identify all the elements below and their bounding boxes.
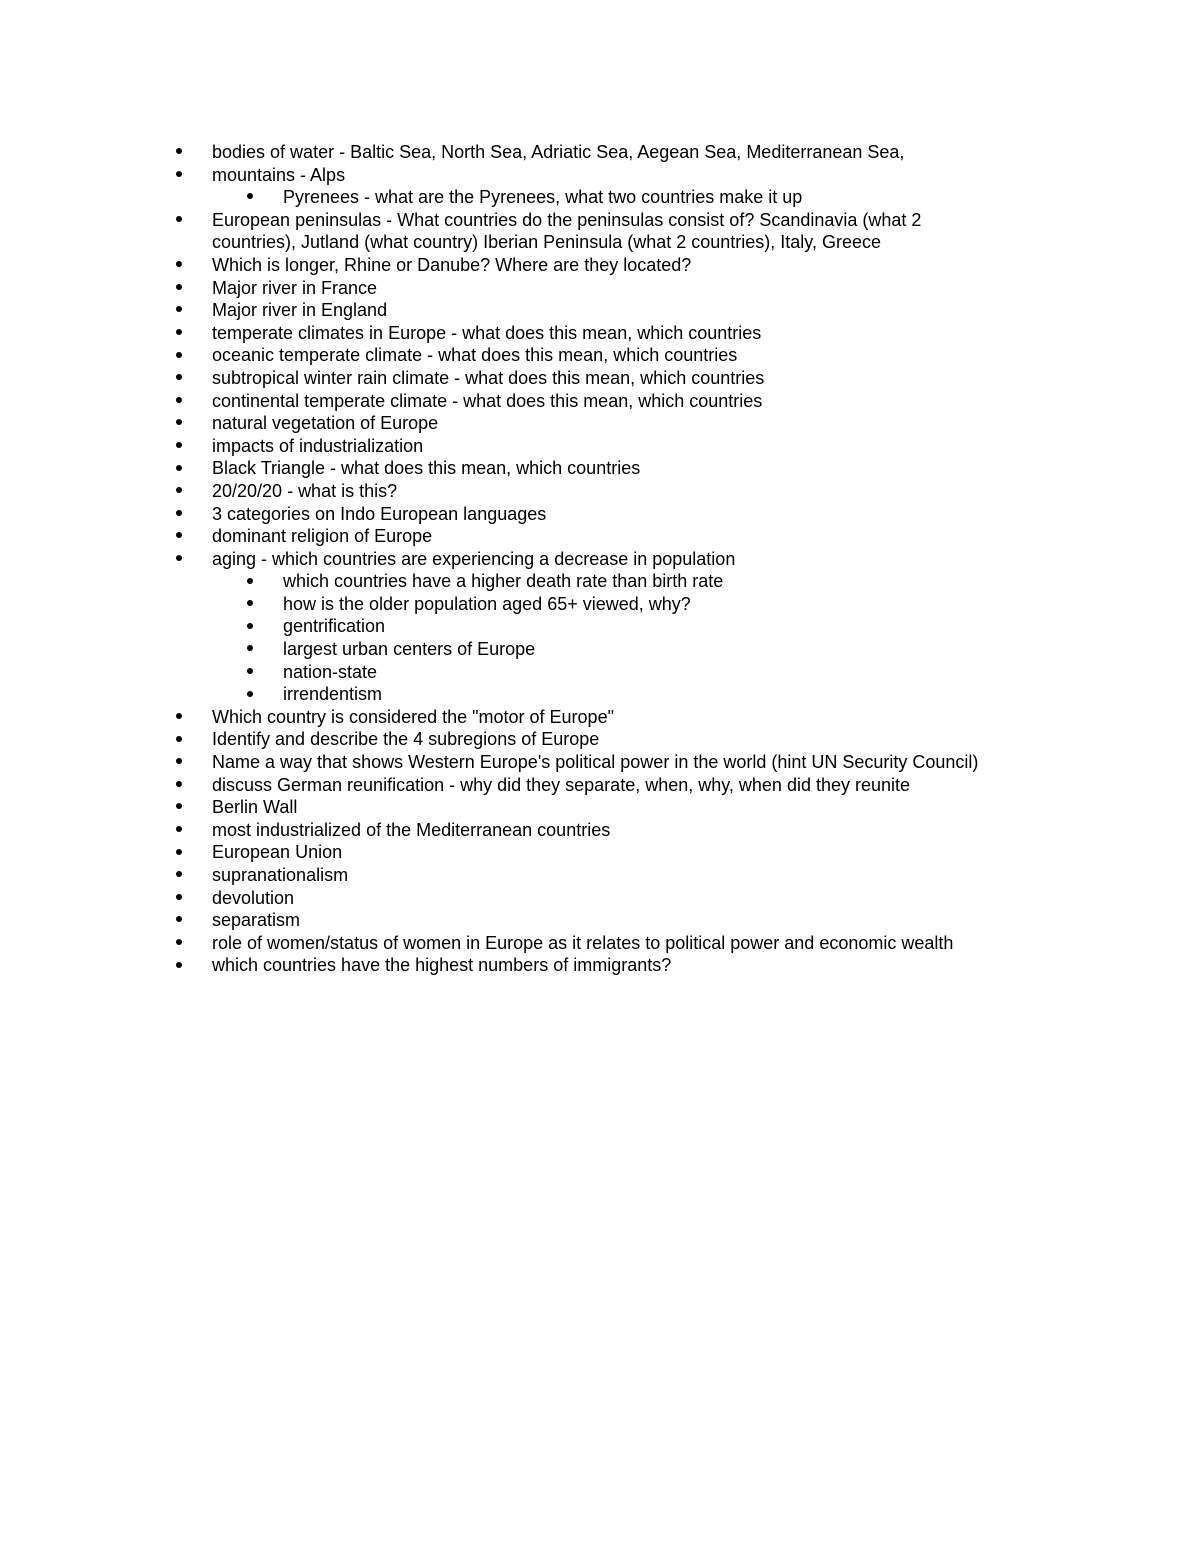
list-item-text: 20/20/20 - what is this?	[212, 480, 398, 501]
bullet-icon	[176, 457, 182, 480]
list-item-text: largest urban centers of Europe	[283, 639, 536, 660]
list-item	[172, 367, 1072, 390]
list-item-nested	[172, 661, 1072, 684]
list-item-text: most industrialized of the Mediterranean countries	[212, 819, 611, 840]
list-item	[172, 412, 1072, 435]
bullet-icon	[247, 638, 253, 661]
bullet-icon	[176, 141, 182, 164]
bullet-icon	[176, 796, 182, 819]
list-item	[172, 457, 1072, 480]
list-item	[172, 322, 1072, 345]
list-item-text: discuss German reunification - why did they separate, when, why, when did they reunite	[212, 774, 911, 795]
bullet-icon	[176, 435, 182, 458]
list-item-nested	[172, 570, 1072, 593]
list-item	[172, 525, 1072, 548]
bullet-icon	[176, 548, 182, 571]
list-item-text: role of women/status of women in Europe as it relates to political power and economic wealth	[212, 932, 954, 953]
bullet-icon	[176, 254, 182, 277]
list-item	[172, 864, 1072, 887]
bullet-icon	[176, 751, 182, 774]
bullet-icon	[176, 774, 182, 797]
bullet-icon	[247, 615, 253, 638]
bullet-icon	[176, 887, 182, 910]
bullet-icon	[176, 367, 182, 390]
bullet-list	[172, 141, 1072, 977]
list-item	[172, 480, 1072, 503]
list-item	[172, 254, 1072, 277]
list-item-text: European Union	[212, 842, 343, 863]
bullet-icon	[176, 412, 182, 435]
bullet-icon	[176, 909, 182, 932]
list-item	[172, 299, 1072, 322]
list-item-text: which countries have a higher death rate than birth rate	[283, 571, 724, 592]
bullet-icon	[176, 728, 182, 751]
list-item-text: separatism	[212, 910, 301, 931]
list-item-text: which countries have the highest numbers of immigrants?	[212, 955, 672, 976]
list-item	[172, 548, 1072, 571]
list-item	[172, 209, 992, 254]
list-item-text: Pyrenees - what are the Pyrenees, what two countries make it up	[283, 187, 803, 208]
list-item	[172, 796, 1072, 819]
list-item	[172, 909, 1072, 932]
list-item	[172, 141, 1072, 164]
list-item-text: Black Triangle - what does this mean, which countries	[212, 458, 641, 479]
list-item-text: temperate climates in Europe - what does this mean, which countries	[212, 322, 762, 343]
list-item-text: Major river in France	[212, 277, 378, 298]
list-item-text: aging - which countries are experiencing a decrease in population	[212, 548, 736, 569]
list-item-text: supranationalism	[212, 865, 349, 885]
list-item-text: Berlin Wall	[212, 797, 298, 818]
list-item	[172, 728, 1072, 751]
bullet-icon	[247, 186, 253, 209]
list-item-text: Major river in England	[212, 300, 388, 321]
list-item	[172, 774, 1072, 797]
list-item-nested	[172, 638, 1072, 661]
list-item	[172, 841, 1072, 864]
list-item-text: bodies of water - Baltic Sea, North Sea, Adriatic Sea, Aegean Sea, Mediterranean Sea,	[212, 142, 905, 162]
bullet-icon	[176, 954, 182, 977]
list-item	[172, 164, 1072, 187]
bullet-icon	[176, 819, 182, 842]
list-item-nested	[172, 593, 1072, 616]
list-item-text: irrendentism	[283, 684, 383, 705]
bullet-icon	[176, 344, 182, 367]
list-item	[172, 887, 1072, 910]
list-item-text: Identify and describe the 4 subregions of Europe	[212, 729, 600, 750]
list-item-text: gentrification	[283, 616, 386, 637]
list-item-nested	[172, 615, 1072, 638]
list-item-text: oceanic temperate climate - what does this mean, which countries	[212, 345, 738, 366]
list-item	[172, 435, 1072, 458]
list-item-text: Which is longer, Rhine or Danube? Where are they located?	[212, 254, 692, 275]
list-item-text: nation-state	[283, 661, 378, 682]
list-item-text: European peninsulas - What countries do the peninsulas consist of? Scandinavia (what 2 countries), Jutland (what country) Iberian Peninsula (what 2 countries), Italy, Greece	[212, 209, 922, 253]
bullet-icon	[176, 932, 182, 955]
list-item-text: continental temperate climate - what does this mean, which countries	[212, 390, 763, 411]
list-item-nested	[172, 186, 1072, 209]
list-item-text: how is the older population aged 65+ viewed, why?	[283, 593, 691, 614]
list-item-text: Which country is considered the "motor of Europe"	[212, 706, 614, 727]
list-item-text: devolution	[212, 887, 295, 908]
list-item	[172, 819, 1072, 842]
bullet-icon	[176, 277, 182, 300]
list-item	[172, 344, 1072, 367]
bullet-icon	[247, 683, 253, 706]
list-item	[172, 390, 1072, 413]
list-item-text: dominant religion of Europe	[212, 526, 433, 547]
bullet-icon	[176, 480, 182, 503]
bullet-icon	[176, 299, 182, 322]
list-item-text: subtropical winter rain climate - what does this mean, which countries	[212, 367, 765, 388]
bullet-icon	[247, 570, 253, 593]
list-item	[172, 503, 1072, 526]
list-item	[172, 706, 1072, 729]
bullet-icon	[176, 841, 182, 864]
bullet-icon	[176, 164, 182, 187]
list-item-text: Name a way that shows Western Europe's political power in the world (hint UN Security Council)	[212, 752, 979, 773]
bullet-icon	[176, 706, 182, 729]
list-item-text: 3 categories on Indo European languages	[212, 503, 547, 524]
bullet-icon	[247, 661, 253, 684]
bullet-icon	[176, 322, 182, 345]
bullet-icon	[176, 209, 182, 232]
bullet-icon	[176, 390, 182, 413]
list-item-text: impacts of industrialization	[212, 435, 424, 456]
list-item	[172, 954, 1072, 977]
list-item	[172, 277, 1072, 300]
list-item-text: mountains - Alps	[212, 164, 346, 185]
list-item-nested	[172, 683, 1072, 706]
list-item-text: natural vegetation of Europe	[212, 413, 439, 434]
bullet-icon	[176, 503, 182, 526]
bullet-icon	[176, 864, 182, 887]
list-item	[172, 932, 1072, 955]
bullet-icon	[247, 593, 253, 616]
bullet-icon	[176, 525, 182, 548]
list-item	[172, 751, 1072, 774]
